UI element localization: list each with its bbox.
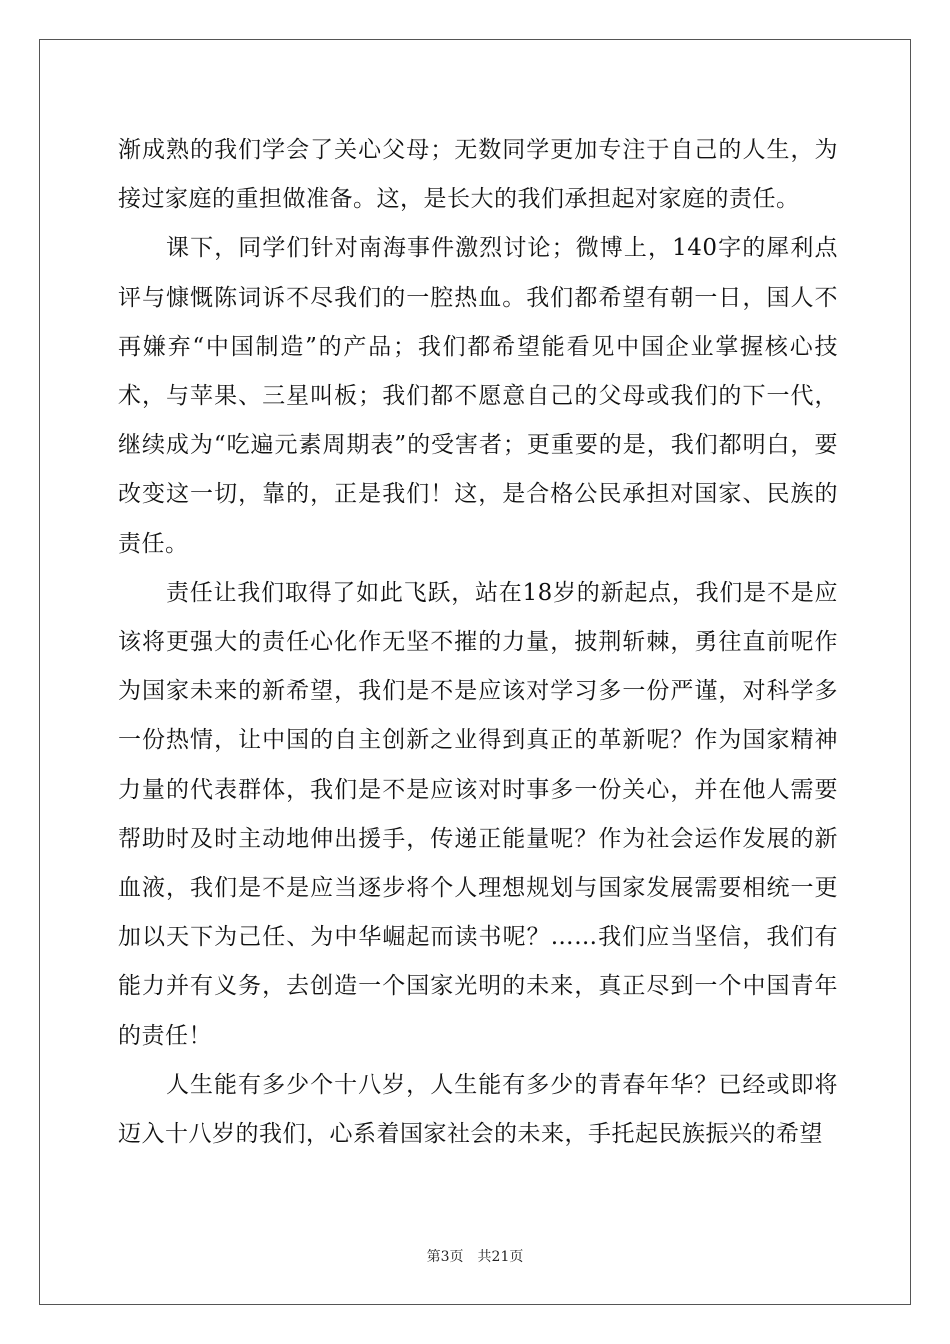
document-body <box>118 126 838 1159</box>
page-footer <box>0 1246 950 1266</box>
page-number: 第3页 <box>426 1249 464 1265</box>
paragraph-2: 课下，同学们针对南海事件激烈讨论；微博上，140字的犀利点评与慷慨陈词诉不尽我们的一腔热血。我们都希望有朝一日，国人不再嫌弃“中国制造”的产品；我们都希望能看见中国企业掌握核心技术，与苹果、三星叫板；我们都不愿意自己的父母或我们的下一代，继续成为“吃遍元素周期表”的受害者；更重要的是，我们都明白，要改变这一切，靠的，正是我们！这，是合格公民承担对国家、民族的责任。 <box>118 235 838 557</box>
paragraph-4: 人生能有多少个十八岁，人生能有多少的青春年华？已经或即将迈入十八岁的我们，心系着国家社会的未来，手托起民族振兴的希望 <box>118 1071 838 1148</box>
paragraph-3: 责任让我们取得了如此飞跃，站在18岁的新起点，我们是不是应该将更强大的责任心化作无坚不摧的力量，披荆斩棘，勇往直前呢作为国家未来的新希望，我们是不是应该对学习多一份严谨，对科学多一份热情，让中国的自主创新之业得到真正的革新呢？作为国家精神力量的代表群体，我们是不是应该对时事多一份关心，并在他人需要帮助时及时主动地伸出援手，传递正能量呢？作为社会运作发展的新血液，我们是不是应当逐步将个人理想规划与国家发展需要相统一更加以天下为己任、为中华崛起而读书呢？……我们应当坚信，我们有能力并有义务，去创造一个国家光明的未来，真正尽到一个中国青年的责任！ <box>118 579 838 1049</box>
page-total: 共21页 <box>477 1249 524 1265</box>
paragraph-1: 渐成熟的我们学会了关心父母；无数同学更加专注于自己的人生，为接过家庭的重担做准备。这，是长大的我们承担起对家庭的责任。 <box>118 137 838 213</box>
